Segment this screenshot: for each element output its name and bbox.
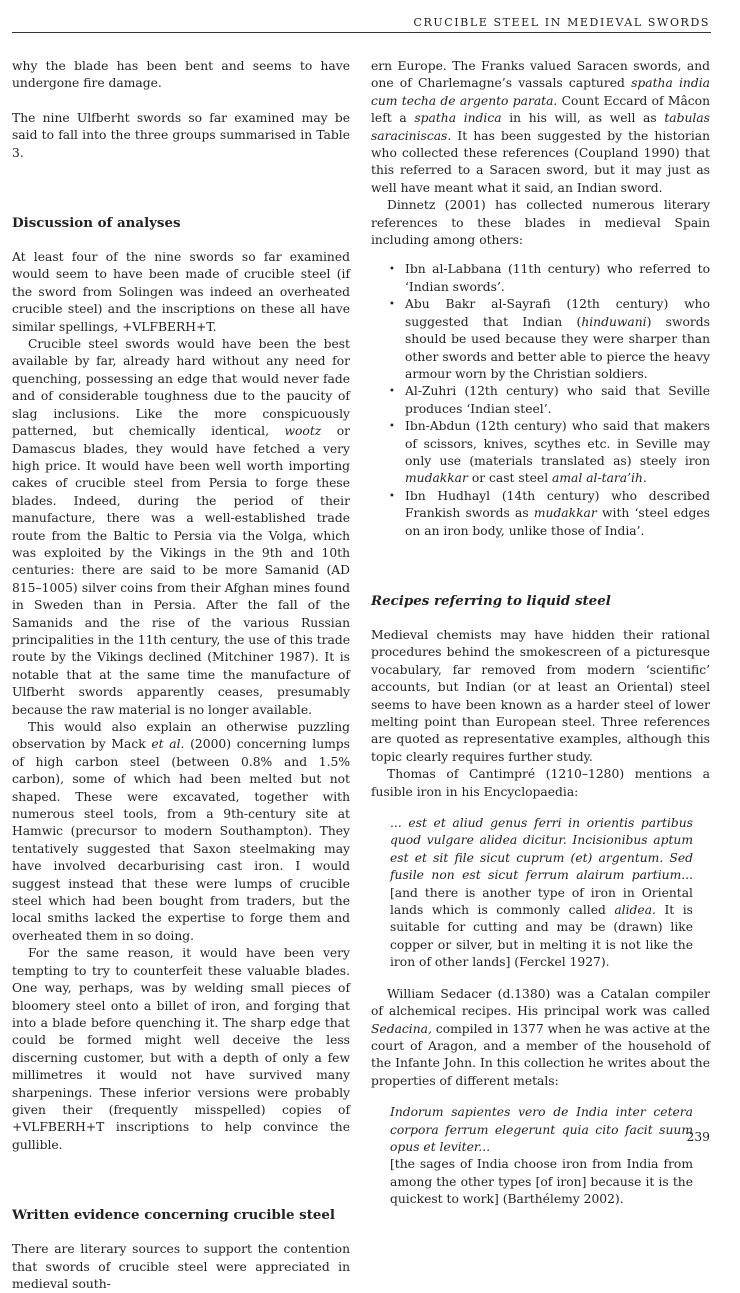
paragraph: There are literary sources to support the contention that swords of crucible steel were appreciated in medieval south- (12, 1242, 350, 1291)
text-run: ern Europe. The Franks valued Saracen swords, and one of Charlemagne’s vassals captured (371, 59, 710, 91)
section-heading-discussion: Discussion of analyses (12, 215, 181, 232)
list-item (371, 261, 710, 296)
italic-term: tabulas saraciniscas. (371, 111, 710, 143)
text-run: It has been suggested by the historian who collected these references (Coupland 1990) that this referred to a Saracen sword, but it may just as well have meant what it said, an Indian sword. (371, 128, 710, 195)
block-quote (390, 815, 693, 972)
list-item (371, 383, 710, 418)
section-heading-recipes: Recipes referring to liquid steel (371, 592, 611, 609)
paragraph: why the blade has been bent and seems to have undergone fire damage. (12, 59, 350, 91)
block-quote (390, 1104, 693, 1208)
italic-term: et al. (151, 737, 185, 752)
list-item (371, 488, 710, 540)
text-run: or Damascus blades, they would have fetched a very high price. It would have been well worth importing cakes of crucible steel from Persia to forge these blades. Indeed, during the period of their manufacture, there was a well-established trade route from the Baltic to Persia via the Volga, which was exploited by the Vikings in the 9th and 10th centuries: there are said to be more Samanid (AD 815–1005) silver coins from their Afghan mines found in Sweden than in Persia. After the fall of the Samanids and the rise of the various Russian principalities in the 11th century, the use of this trade route by the Vikings declined (Mitchiner 1987). It is notable that at the same time the manufacture of Ulfberht swords apparently ceases, presumably because the raw material is no longer available. (12, 424, 350, 717)
text-run: in his will, as well as (501, 111, 665, 126)
italic-term: spatha india cum techa de argento parata. (371, 76, 710, 108)
paragraph (371, 58, 710, 197)
italic-term: alidea. (614, 903, 656, 918)
paragraph: At least four of the nine swords so far examined would seem to have been made of crucible steel (if the sword from Solingen was indeed an overheated crucible steel) and the inscriptions on these all have similar spellings, +VLFBERH+T. (12, 250, 350, 334)
paragraph: Medieval chemists may have hidden their rational procedures behind the smokescreen of a picturesque vocabulary, far removed from modern ‘scientific’ accounts, but Indian (or at least an Oriental) steel seems to have been known as a harder steel of lower melting point than European steel. Three references are quoted as representative examples, although this topic clearly requires further study. (371, 627, 710, 764)
header-rule (12, 32, 711, 33)
italic-term: amal al-tara’ih (552, 471, 643, 486)
page-number: 239 (686, 1130, 710, 1144)
text-run: It is suitable for cutting and may be (drawn) like copper or silver, but in melting it is not like the iron of other lands] (Ferckel 1927). (390, 903, 693, 970)
text-run: or cast steel (467, 471, 553, 486)
text-run: Ibn Hudhayl (14th century) who described Frankish swords as (405, 488, 710, 521)
list-item (371, 296, 710, 383)
italic-term: hinduwani (581, 314, 647, 329)
text-run: Crucible steel swords would have been the best available by far, already hard without any need for quenching, possessing an edge that would never fade and of considerable toughness due to the paucity of slag inclusions. Like the more conspicuously patterned, but chemically identical, (12, 337, 350, 439)
paragraph (371, 986, 710, 1090)
running-head: CRUCIBLE STEEL IN MEDIEVAL SWORDS (413, 16, 710, 29)
paragraph: The nine Ulfberht swords so far examined may be said to fall into the three groups summarised in Table 3. (12, 110, 350, 160)
text-run: Ibn al-Labbana (11th century) who referred to ‘Indian swords’. (405, 262, 710, 294)
paragraph: For the same reason, it would have been very tempting to try to counterfeit these valuable blades. One way, perhaps, was by welding small pieces of bloomery steel onto a billet of iron, and forging that into a blade before quenching it. The sharp edge that could be formed might well deceive the less discerning customer, but with a depth of only a few millimetres it would not have survived many sharpenings. These inferior versions were probably given their (frequently misspelled) copies of +VLFBERH+T inscriptions to help convince the gullible. (12, 946, 350, 1152)
section-heading-written-evidence: Written evidence concerning crucible steel (12, 1207, 336, 1224)
paragraph (12, 336, 350, 719)
italic-term: mudakkar (533, 506, 597, 521)
text-run: William Sedacer (d.1380) was a Catalan compiler of alchemical recipes. His principal work was called (371, 986, 710, 1019)
paragraph (12, 719, 350, 945)
text-run: This would also explain an otherwise puzzling observation by Mack (12, 720, 350, 752)
text-run: (2000) concerning lumps of high carbon steel (between 0.8% and 1.5% carbon), some of which had been melted but not shaped. These were excavated, together with numerous steel tools, from a 9th-century site at Hamwic (precursor to modern Southampton). They tentatively suggested that Saxon steelmaking may have involved decarburising cast iron. I would suggest instead that these were lumps of crucible steel which had been bought from traders, but the local smiths lacked the expertise to forge them and overheated them in so doing. (12, 737, 350, 943)
italic-text: Indorum sapientes vero de India inter cetera corpora ferrum elegerunt quia cito facit suum opus et leviter... (390, 1105, 693, 1154)
quote-translation: [the sages of India choose iron from India from among the other types [of iron] because it is the quickest to work] (Barthélemy 2002). (390, 1157, 693, 1207)
text-run: . (642, 471, 647, 486)
text-run: Count Eccard of Mâcon left a (371, 93, 710, 126)
text-run: Al-Zuhri (12th century) who said that Seville produces ‘Indian steel’. (405, 384, 710, 416)
left-column (12, 58, 350, 1293)
paragraph: Thomas of Cantimpré (1210–1280) mentions a fusible iron in his Encyclopaedia: (371, 767, 710, 799)
italic-term: Sedacina, (371, 1021, 432, 1036)
text-run: ) swords should be used because they were sharper than other swords and better able to pierce the heavy armour worn by the Christian soldiers. (405, 314, 710, 381)
latin-quote: ... est et aliud genus ferri in orientis partibus quod vulgare alidea dicitur. Incisionibus aptum est et sit file sicut cuprum (et) argentum. Sed fusile non est sicut ferrum alairum partium... (390, 816, 693, 883)
text-run: with ‘steel edges on an iron body, unlike those of India’. (405, 506, 710, 538)
text-run: compiled in 1377 when he was active at the court of Aragon, and a member of the household of the Infante John. In this collection he writes about the properties of different metals: (371, 1021, 710, 1088)
text-run: Abu Bakr al-Sayrafi (12th century) who suggested that Indian ( (405, 297, 710, 329)
list-item (371, 418, 710, 488)
right-column (371, 58, 710, 1209)
text-run: [and there is another type of iron in Oriental lands which is commonly called (390, 885, 693, 918)
italic-term: spatha indica (414, 111, 502, 126)
paragraph: Dinnetz (2001) has collected numerous literary references to these blades in medieval Spain including among others: (371, 198, 710, 248)
bullet-list (371, 261, 710, 540)
italic-term: wootz (284, 424, 322, 439)
italic-term: mudakkar (405, 471, 468, 486)
text-run: Ibn-Abdun (12th century) who said that makers of scissors, knives, scythes etc. in Seville may only use (materials translated as) steely iron (405, 419, 710, 468)
